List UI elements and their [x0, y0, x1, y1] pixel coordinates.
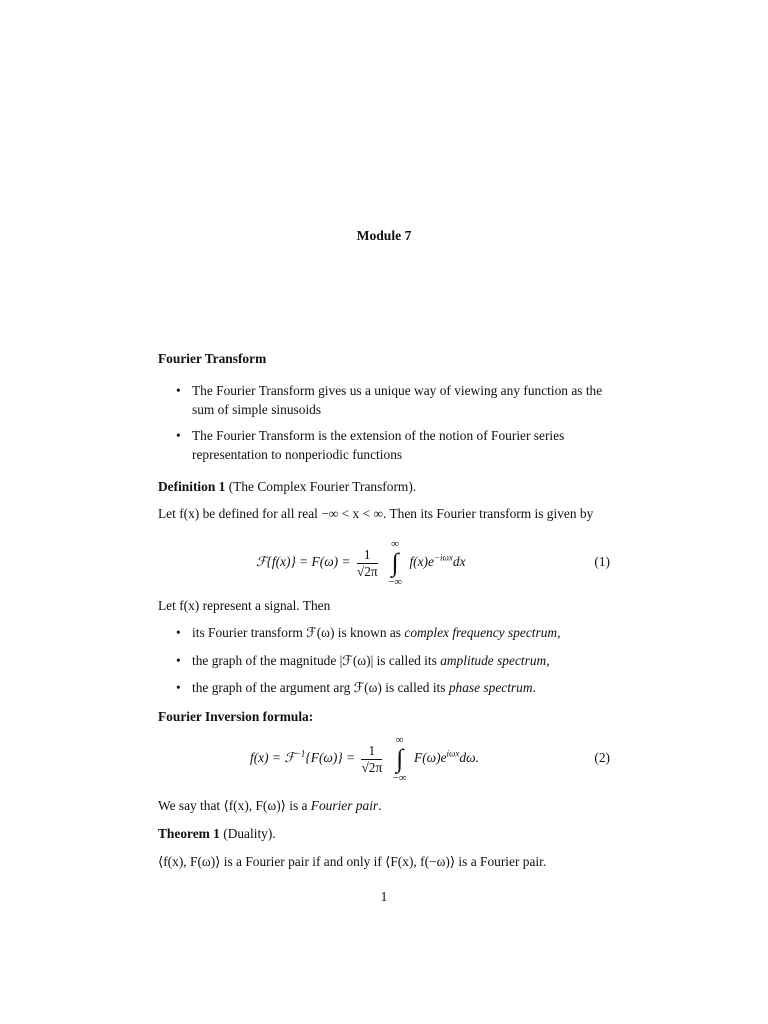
- integral-icon: ∫: [391, 548, 399, 577]
- equation-number-2: (2): [594, 750, 610, 765]
- eq2-exponent: iωx: [446, 748, 460, 759]
- pair-text-pre: We say that ⟨f(x), F(ω)⟩ is a: [158, 798, 311, 813]
- equation-number-1: (1): [594, 554, 610, 569]
- signal-intro: Let f(x) represent a signal. Then: [158, 598, 331, 613]
- bullet-icon: •: [176, 652, 181, 668]
- theorem-label: Theorem 1: [158, 826, 220, 841]
- integral-icon: ∫: [396, 744, 404, 773]
- signal-bullet-list: [176, 624, 610, 698]
- eq2-fraction: [361, 743, 382, 776]
- eq1-int-upper: ∞: [391, 538, 399, 550]
- bullet-text: the graph of the argument arg ℱ(ω) is called its: [192, 680, 449, 695]
- bullet-emphasis: phase spectrum: [448, 680, 533, 695]
- eq1-fraction: [357, 547, 378, 580]
- section-heading-fourier: Fourier Transform: [158, 351, 267, 366]
- bullet-icon: •: [176, 383, 181, 398]
- bullet-icon: •: [176, 625, 181, 640]
- eq1-frac-den: √2π: [356, 563, 378, 579]
- list-item: [176, 679, 610, 698]
- definition-label: Definition 1: [158, 479, 226, 494]
- eq1-integrand: f(x)e: [409, 554, 434, 570]
- eq2-frac-den: √2π: [361, 759, 383, 775]
- eq1-int-lower: −∞: [388, 576, 403, 588]
- eq1-frac-num: 1: [357, 547, 378, 564]
- pair-text-post: .: [378, 798, 382, 813]
- eq2-int-upper: ∞: [395, 734, 404, 746]
- list-item: [176, 427, 610, 464]
- page-number: 1: [380, 889, 388, 904]
- equation-1: [158, 532, 610, 596]
- bullet-text: The Fourier Transform is the extension of the notion of Fourier series representation to nonperiodic functions: [192, 428, 565, 462]
- eq1-integral: [388, 538, 402, 588]
- theorem-heading: [158, 824, 610, 843]
- theorem-text: ⟨f(x), F(ω)⟩ is a Fourier pair if and only if ⟨F(x), f(−ω)⟩ is a Fourier pair.: [158, 854, 547, 869]
- eq2-integral: [393, 734, 407, 784]
- bullet-text: The Fourier Transform gives us a unique way of viewing any function as the sum of simple sinusoids: [192, 383, 603, 417]
- list-item: [176, 382, 610, 419]
- eq2-tail: dω.: [459, 750, 479, 766]
- eq2-lhs-rest: {F(ω)} =: [305, 750, 356, 766]
- eq2-lhs-sup: −1: [294, 748, 306, 759]
- eq1-exponent: −iωx: [433, 552, 453, 563]
- definition-name: (The Complex Fourier Transform).: [228, 479, 417, 494]
- theorem-name: (Duality).: [223, 826, 276, 841]
- bullet-emphasis: complex frequency spectrum: [404, 625, 558, 640]
- list-item: [176, 624, 610, 643]
- eq1-tail: dx: [452, 554, 466, 570]
- equation-2: [158, 728, 610, 792]
- inversion-heading: Fourier Inversion formula:: [158, 709, 314, 724]
- bullet-punct: .: [532, 680, 536, 695]
- intro-bullet-list: [176, 382, 610, 464]
- bullet-icon: •: [176, 428, 181, 443]
- eq2-int-lower: −∞: [392, 772, 407, 784]
- list-item: [176, 652, 610, 671]
- bullet-emphasis: amplitude spectrum: [440, 652, 547, 668]
- fourier-pair-text: [158, 796, 610, 815]
- pair-text-emphasis: Fourier pair: [310, 798, 379, 813]
- eq2-frac-num: 1: [361, 743, 382, 760]
- definition-text: Let f(x) be defined for all real −∞ < x < ∞. Then its Fourier transform is given by: [158, 506, 594, 521]
- bullet-punct: ,: [546, 652, 550, 668]
- bullet-text: the graph of the magnitude |ℱ(ω)| is called its: [192, 652, 441, 668]
- bullet-icon: •: [176, 680, 181, 695]
- bullet-punct: ,: [557, 625, 561, 640]
- bullet-text: its Fourier transform ℱ(ω) is known as: [192, 625, 405, 640]
- eq2-lhs: f(x) = ℱ: [250, 750, 295, 766]
- definition-heading: [158, 477, 610, 496]
- page-title: Module 7: [356, 228, 412, 243]
- eq1-lhs: ℱ{f(x)} = F(ω) =: [256, 554, 351, 570]
- eq2-integrand: F(ω)e: [414, 750, 447, 766]
